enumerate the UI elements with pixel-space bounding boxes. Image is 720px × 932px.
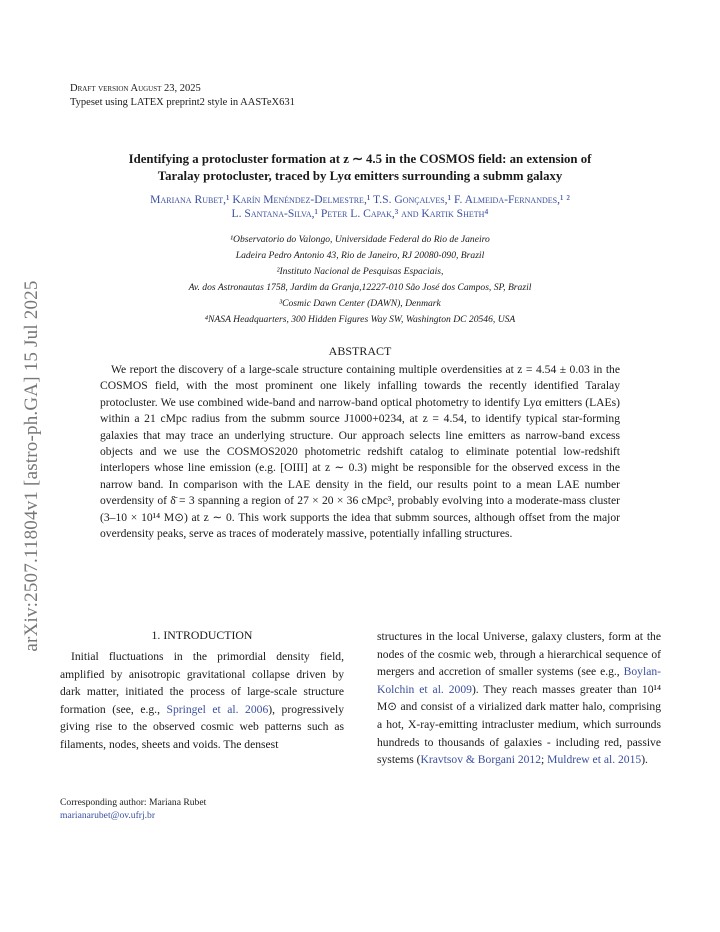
affiliation-line: ²Instituto Nacional de Pesquisas Espaciais,: [276, 266, 444, 277]
paper-title: [58, 151, 662, 185]
arxiv-sidebar-id: arXiv:2507.11804v1 [astro-ph.GA] 15 Jul 2025: [21, 280, 42, 652]
intro-text: Initial fluctuations in the primordial density field, amplified by anisotropic gravitational collapse driven by dark matter, initiated the process of large-scale structure formation (see, e.g.,: [60, 650, 344, 716]
intro-text: ). They reach masses greater than 10¹⁴ M⊙ and consist of a virialized dark matter halo, comprising a hot, X-ray-emitting intracluster medium, which surrounds hundreds to thousands of galaxies - including red, passive systems (: [377, 682, 662, 767]
intro-text: ), progressively giving rise to the observed cosmic web patterns such as filaments, nodes, sheets and voids. The densest: [60, 702, 345, 751]
intro-text: structures in the local Universe, galaxy clusters, form at the nodes of the cosmic web, through a hierarchical sequence of mergers and accretion of smaller systems (see e.g.,: [377, 630, 661, 679]
abstract-heading: ABSTRACT: [328, 344, 392, 358]
citation-link[interactable]: Springel et al. 2006: [166, 702, 269, 716]
corresponding-author-footnote: [60, 796, 344, 822]
author-list: [58, 193, 662, 221]
intro-column-left: [60, 648, 344, 754]
citation-link[interactable]: Muldrew et al. 2015: [547, 753, 642, 767]
citation-link[interactable]: Kravtsov & Borgani 2012: [420, 753, 542, 767]
authors-line-1: Mariana Rubet,¹ Karín Menéndez-Delmestre,¹ T.S. Gonçalves,¹ F. Almeida-Fernandes,¹ ²: [150, 193, 570, 206]
affiliation-line: ¹Observatorio do Valongo, Universidade Federal do Rio de Janeiro: [230, 234, 490, 245]
email-link[interactable]: marianarubet@ov.ufrj.br: [60, 810, 156, 821]
citation-link[interactable]: Boylan-Kolchin et al. 2009: [377, 665, 661, 696]
draft-header: [70, 82, 295, 110]
citation-separator: ;: [541, 753, 548, 767]
intro-text: ).: [641, 753, 648, 767]
intro-column-right: [377, 628, 661, 769]
affiliation-line: ⁴NASA Headquarters, 300 Hidden Figures Way SW, Washington DC 20546, USA: [204, 314, 516, 325]
authors-line-2: L. Santana-Silva,¹ Peter L. Capak,³ and Kartik Sheth⁴: [231, 207, 489, 220]
corresponding-author-label: Corresponding author: Mariana Rubet: [60, 797, 207, 808]
typeset-line: Typeset using LATEX preprint2 style in AASTeX631: [70, 97, 295, 108]
affiliations: [58, 232, 662, 328]
title-line-2: Taralay protocluster, traced by Lyα emitters surrounding a submm galaxy: [157, 169, 563, 183]
abstract-body: We report the discovery of a large-scale structure containing multiple overdensities at z = 4.54 ± 0.03 in the COSMOS field, with the most prominent one likely infalling towards the recently identified Taralay protocluster. We use combined wide-band and narrow-band optical photometry to identify Lyα emitters (LAEs) within a 21 cMpc radius from the submm source J1000+0234, at z = 4.54, to identify typical star-forming galaxies that may trace an underlying structure. Our approach selects line emitters as narrow-band excess objects and we use the COSMOS2020 photometric redshift catalog to eliminate potential low-redshift interlopers whose line emission (e.g. [OIII] at z ∼ 0.3) might be responsible for the observed excess in the narrow band. In comparison with the LAE density in the field, our results point to a mean LAE number overdensity of δ̄ = 3 spanning a region of 27 × 20 × 36 cMpc³, probably evolving into a moderate-mass cluster (3–10 × 10¹⁴ M⊙) at z ∼ 0. This work supports the idea that submm sources, although offset from the major overdensity peaks, serve as traces of moderately massive, potentially infalling structures.: [100, 363, 620, 541]
affiliation-line: ³Cosmic Dawn Center (DAWN), Denmark: [279, 298, 441, 309]
affiliation-line: Av. dos Astronautas 1758, Jardim da Granja,12227-010 São José dos Campos, SP, Brazil: [188, 282, 532, 293]
section-heading-introduction: 1. INTRODUCTION: [151, 628, 253, 642]
affiliation-line: Ladeira Pedro Antonio 43, Rio de Janeiro, RJ 20080-090, Brazil: [235, 250, 485, 261]
draft-version-line: Draft version August 23, 2025: [70, 83, 201, 94]
title-line-1: Identifying a protocluster formation at z ∼ 4.5 in the COSMOS field: an extension of: [128, 152, 592, 166]
